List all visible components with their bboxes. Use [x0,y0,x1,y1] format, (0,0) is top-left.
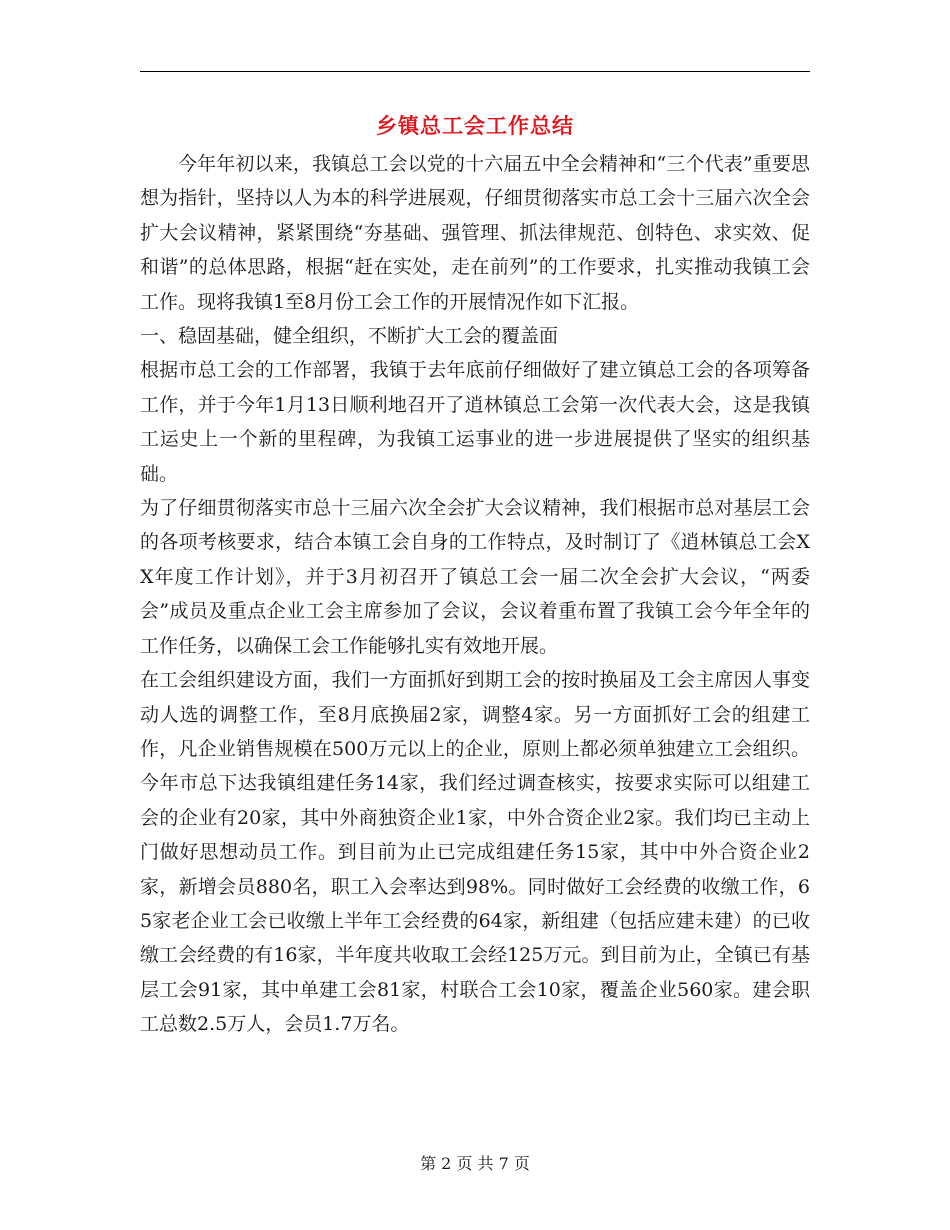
page-number-footer: 第 2 页 共 7 页 [420,1154,530,1173]
section-heading-1: 一、稳固基础，健全组织，不断扩大工会的覆盖面 [140,325,559,348]
paragraph-organization-setup: 根据市总工会的工作部署，我镇于去年底前仔细做好了建立镇总工会的各项筹备工作，并于今年1月13日顺利地召开了逍林镇总工会第一次代表大会，这是我镇工运史上一个新的里程碑，为我镇工运事业的进一步进展提供了坚实的组织基础。 [140,359,810,485]
header-rule [140,71,810,72]
document-body [140,147,810,1042]
paragraph-intro: 今年年初以来，我镇总工会以党的十六届五中全会精神和“三个代表”重要思想为指针，坚持以人为本的科学进展观，仔细贯彻落实市总工会十三届六次全会扩大会议精神，紧紧围绕“夯基础、强管理、抓法律规范、创特色、求实效、促和谐”的总体思路，根据“赶在实处，走在前列”的工作要求，扎实推动我镇工会工作。现将我镇1至8月份工会工作的开展情况作如下汇报。 [140,153,810,313]
document-title: 乡镇总工会工作总结 [376,113,574,138]
paragraph-work-plan: 为了仔细贯彻落实市总十三届六次全会扩大会议精神，我们根据市总对基层工会的各项考核要求，结合本镇工会自身的工作特点，及时制订了《逍林镇总工会XX年度工作计划》，并于3月初召开了镇总工会一届二次全会扩大会议，“两委会”成员及重点企业工会主席参加了会议，会议着重布置了我镇工会今年全年的工作任务，以确保工会工作能够扎实有效地开展。 [140,497,810,657]
paragraph-union-building: 在工会组织建设方面，我们一方面抓好到期工会的按时换届及工会主席因人事变动人选的调整工作，至8月底换届2家，调整4家。另一方面抓好工会的组建工作，凡企业销售规模在500万元以上的企业，原则上都必须单独建立工会组织。今年市总下达我镇组建任务14家，我们经过调查核实，按要求实际可以组建工会的企业有20家，其中外商独资企业1家，中外合资企业2家。我们均已主动上门做好思想动员工作。到目前为止已完成组建任务15家，其中中外合资企业2家，新增会员880名，职工入会率达到98%。同时做好工会经费的收缴工作，65家老企业工会已收缴上半年工会经费的64家，新组建（包括应建未建）的已收缴工会经费的有16家，半年度共收取工会经125万元。到目前为止，全镇已有基层工会91家，其中单建工会81家，村联合工会10家，覆盖企业560家。建会职工总数2.5万人，会员1.7万名。 [140,669,810,1036]
